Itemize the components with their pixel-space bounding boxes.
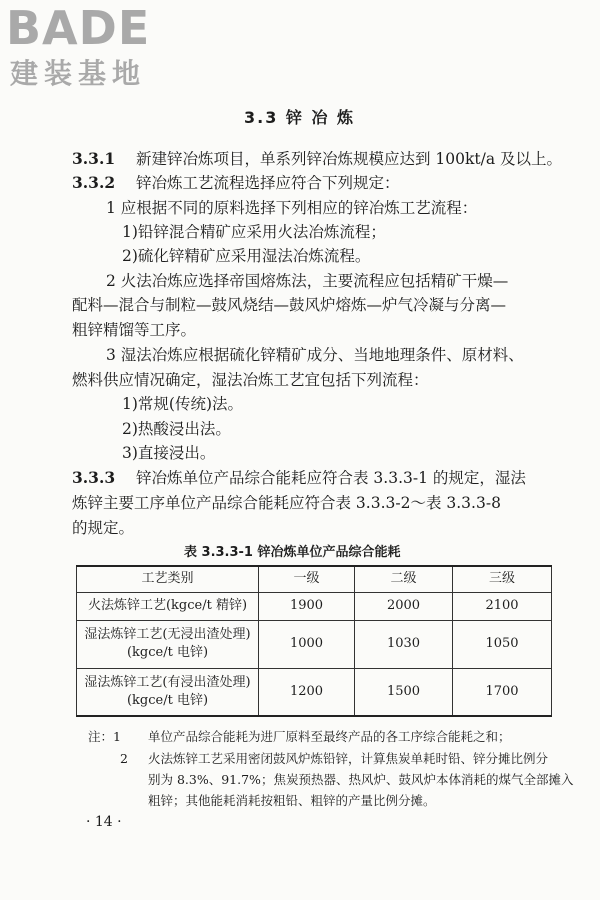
table-cell-label [77,668,259,716]
note-text: 别为 8.3%、91.7%；焦炭预热器、热风炉、鼓风炉本体消耗的煤气全部摊入 [148,772,574,787]
table-header: 三级 [453,566,552,592]
table-row [77,592,552,620]
note-prefix: 注：1 [88,729,121,744]
note-text: 火法炼锌工艺采用密闭鼓风炉炼铅锌，计算焦炭单耗时铅、锌分摊比例分 [148,751,549,766]
clause-text: 锌冶炼工艺流程选择应符合下列规定： [136,174,400,192]
clause-text: 锌冶炼单位产品综合能耗应符合表 3.3.3-1 的规定，湿法 [136,469,526,487]
page-number: · 14 · [86,814,122,830]
table-cell: 2000 [355,592,453,620]
logo-subtitle: 建装基地 [10,57,147,90]
table-cell-label: 火法炼锌工艺(kgce/t 精锌) [77,592,259,620]
table-header: 一级 [259,566,355,592]
clause-text: 炼锌主要工序单位产品综合能耗应符合表 3.3.3-2～表 3.3.3-8 [72,494,501,512]
table-cell: 1200 [259,668,355,716]
table-cell-label-line: (kgce/t 电锌) [126,692,209,708]
table-header-row [77,566,552,592]
list-item: 2)热酸浸出法。 [122,420,231,438]
note-text: 单位产品综合能耗为进厂原料至最终产品的各工序综合能耗之和； [148,729,511,744]
list-item: 3)直接浸出。 [122,444,216,462]
table-header: 工艺类别 [77,566,259,592]
table-cell-label-line: 湿法炼锌工艺(有浸出渣处理) [84,674,251,690]
clause-number: 3.3.3 [72,468,116,487]
clause-number: 3.3.2 [72,173,116,192]
energy-table [76,565,552,717]
table-cell: 1700 [453,668,552,716]
list-item: 1)铅锌混合精矿应采用火法冶炼流程； [122,223,386,241]
table-row [77,620,552,668]
table-row [77,668,552,716]
table-cell: 1500 [355,668,453,716]
clause-text: 的规定。 [72,519,135,537]
table-cell: 1050 [453,620,552,668]
paragraph-line: 配料—混合与制粒—鼓风烧结—鼓风炉熔炼—炉气冷凝与分离— [72,296,507,314]
list-item: 1 应根据不同的原料选择下列相应的锌冶炼工艺流程： [106,199,478,217]
table-title: 表 3.3.3-1 锌冶炼单位产品综合能耗 [184,545,401,560]
logo-brand: BADE [6,1,151,55]
clause-text: 新建锌冶炼项目，单系列锌冶炼规模应达到 100kt/a 及以上。 [136,150,563,168]
table-header: 二级 [355,566,453,592]
paragraph-line: 3 湿法冶炼应根据硫化锌精矿成分、当地地理条件、原材料、 [106,346,524,364]
table-cell-label-line: 湿法炼锌工艺(无浸出渣处理) [84,627,251,642]
table-cell-label [77,620,259,668]
paragraph-line: 粗锌精馏等工序。 [72,321,197,339]
table-cell: 1030 [355,620,453,668]
paragraph-line: 燃料供应情况确定，湿法冶炼工艺宜包括下列流程： [72,371,429,389]
table-cell-label-line: (kgce/t 电锌) [126,645,209,660]
section-title: 3.3 锌 冶 炼 [244,108,356,127]
list-item: 2)硫化锌精矿应采用湿法冶炼流程。 [122,247,371,265]
note-text: 粗锌；其他能耗消耗按粗铅、粗锌的产量比例分摊。 [148,793,436,808]
logo [6,2,206,98]
table-cell: 1000 [259,620,355,668]
note-prefix: 2 [120,751,128,766]
paragraph-line: 2 火法冶炼应选择帝国熔炼法，主要流程应包括精矿干燥— [106,272,509,290]
table-cell: 1900 [259,592,355,620]
clause-number: 3.3.1 [72,149,116,168]
list-item: 1)常规(传统)法。 [122,395,244,413]
table-cell: 2100 [453,592,552,620]
